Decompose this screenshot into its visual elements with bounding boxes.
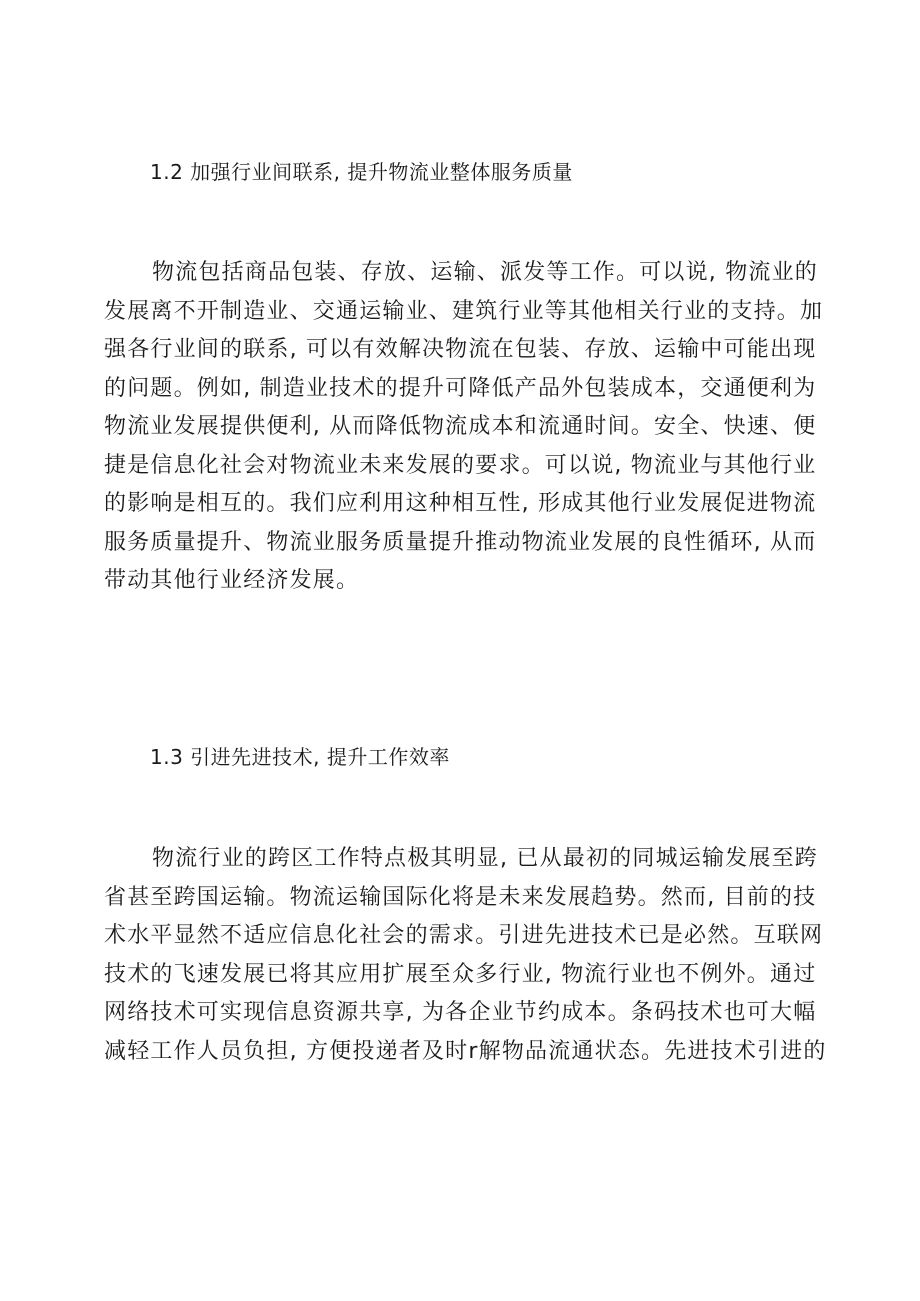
paragraph-line: 的问题。例如, 制造业技术的提升可降低产品外包装成本，交通便利为 <box>104 375 817 401</box>
paragraph-line: 强各行业间的联系, 可以有效解决物流在包装、存放、运输中可能出现 <box>104 337 817 362</box>
section-heading-1-3: 1.3 引进先进技术, 提升工作效率 <box>150 745 450 769</box>
paragraph-line: 带动其他行业经济发展。 <box>104 568 360 593</box>
paragraph-line: 技术的飞速发展已将其应用扩展至众多行业, 物流行业也不例外。通过 <box>104 961 817 987</box>
section-heading-1-2: 1.2 加强行业间联系, 提升物流业整体服务质量 <box>150 160 573 184</box>
paragraph-logistics-industry-links <box>104 254 824 601</box>
paragraph-line: 术水平显然不适应信息化社会的需求。引进先进技术已是必然。互联网 <box>104 923 824 948</box>
paragraph-line: 减轻工作人员负担, 方便投递者及时r解物品流通状态。先进技术引进的 <box>104 1038 827 1064</box>
paragraph-line: 物流包括商品包装、存放、运输、派发等工作。可以说, 物流业的 <box>152 260 818 285</box>
paragraph-line: 网络技术可实现信息资源共享, 为各企业节约成本。条码技术也可大幅 <box>104 1000 817 1025</box>
paragraph-line: 物流行业的跨区工作特点极其明显, 已从最初的同城运输发展至跨 <box>152 846 818 871</box>
paragraph-line: 物流业发展提供便利, 从而降低物流成本和流通时间。安全、快速、便 <box>104 414 817 439</box>
paragraph-line: 捷是信息化社会对物流业未来发展的要求。可以说, 物流业与其他行业 <box>104 452 817 478</box>
paragraph-line: 省甚至跨国运输。物流运输国际化将是未来发展趋势。然而, 目前的技 <box>104 884 817 910</box>
paragraph-line: 发展离不开制造业、交通运输业、建筑行业等其他相关行业的支持。加 <box>104 298 824 324</box>
paragraph-line: 服务质量提升、物流业服务质量提升推动物流业发展的良性循环, 从而 <box>104 529 817 555</box>
paragraph-line: 的影响是相互的。我们应利用这种相互性, 形成其他行业发展促进物流 <box>104 491 817 516</box>
paragraph-advanced-technology <box>104 840 827 1071</box>
